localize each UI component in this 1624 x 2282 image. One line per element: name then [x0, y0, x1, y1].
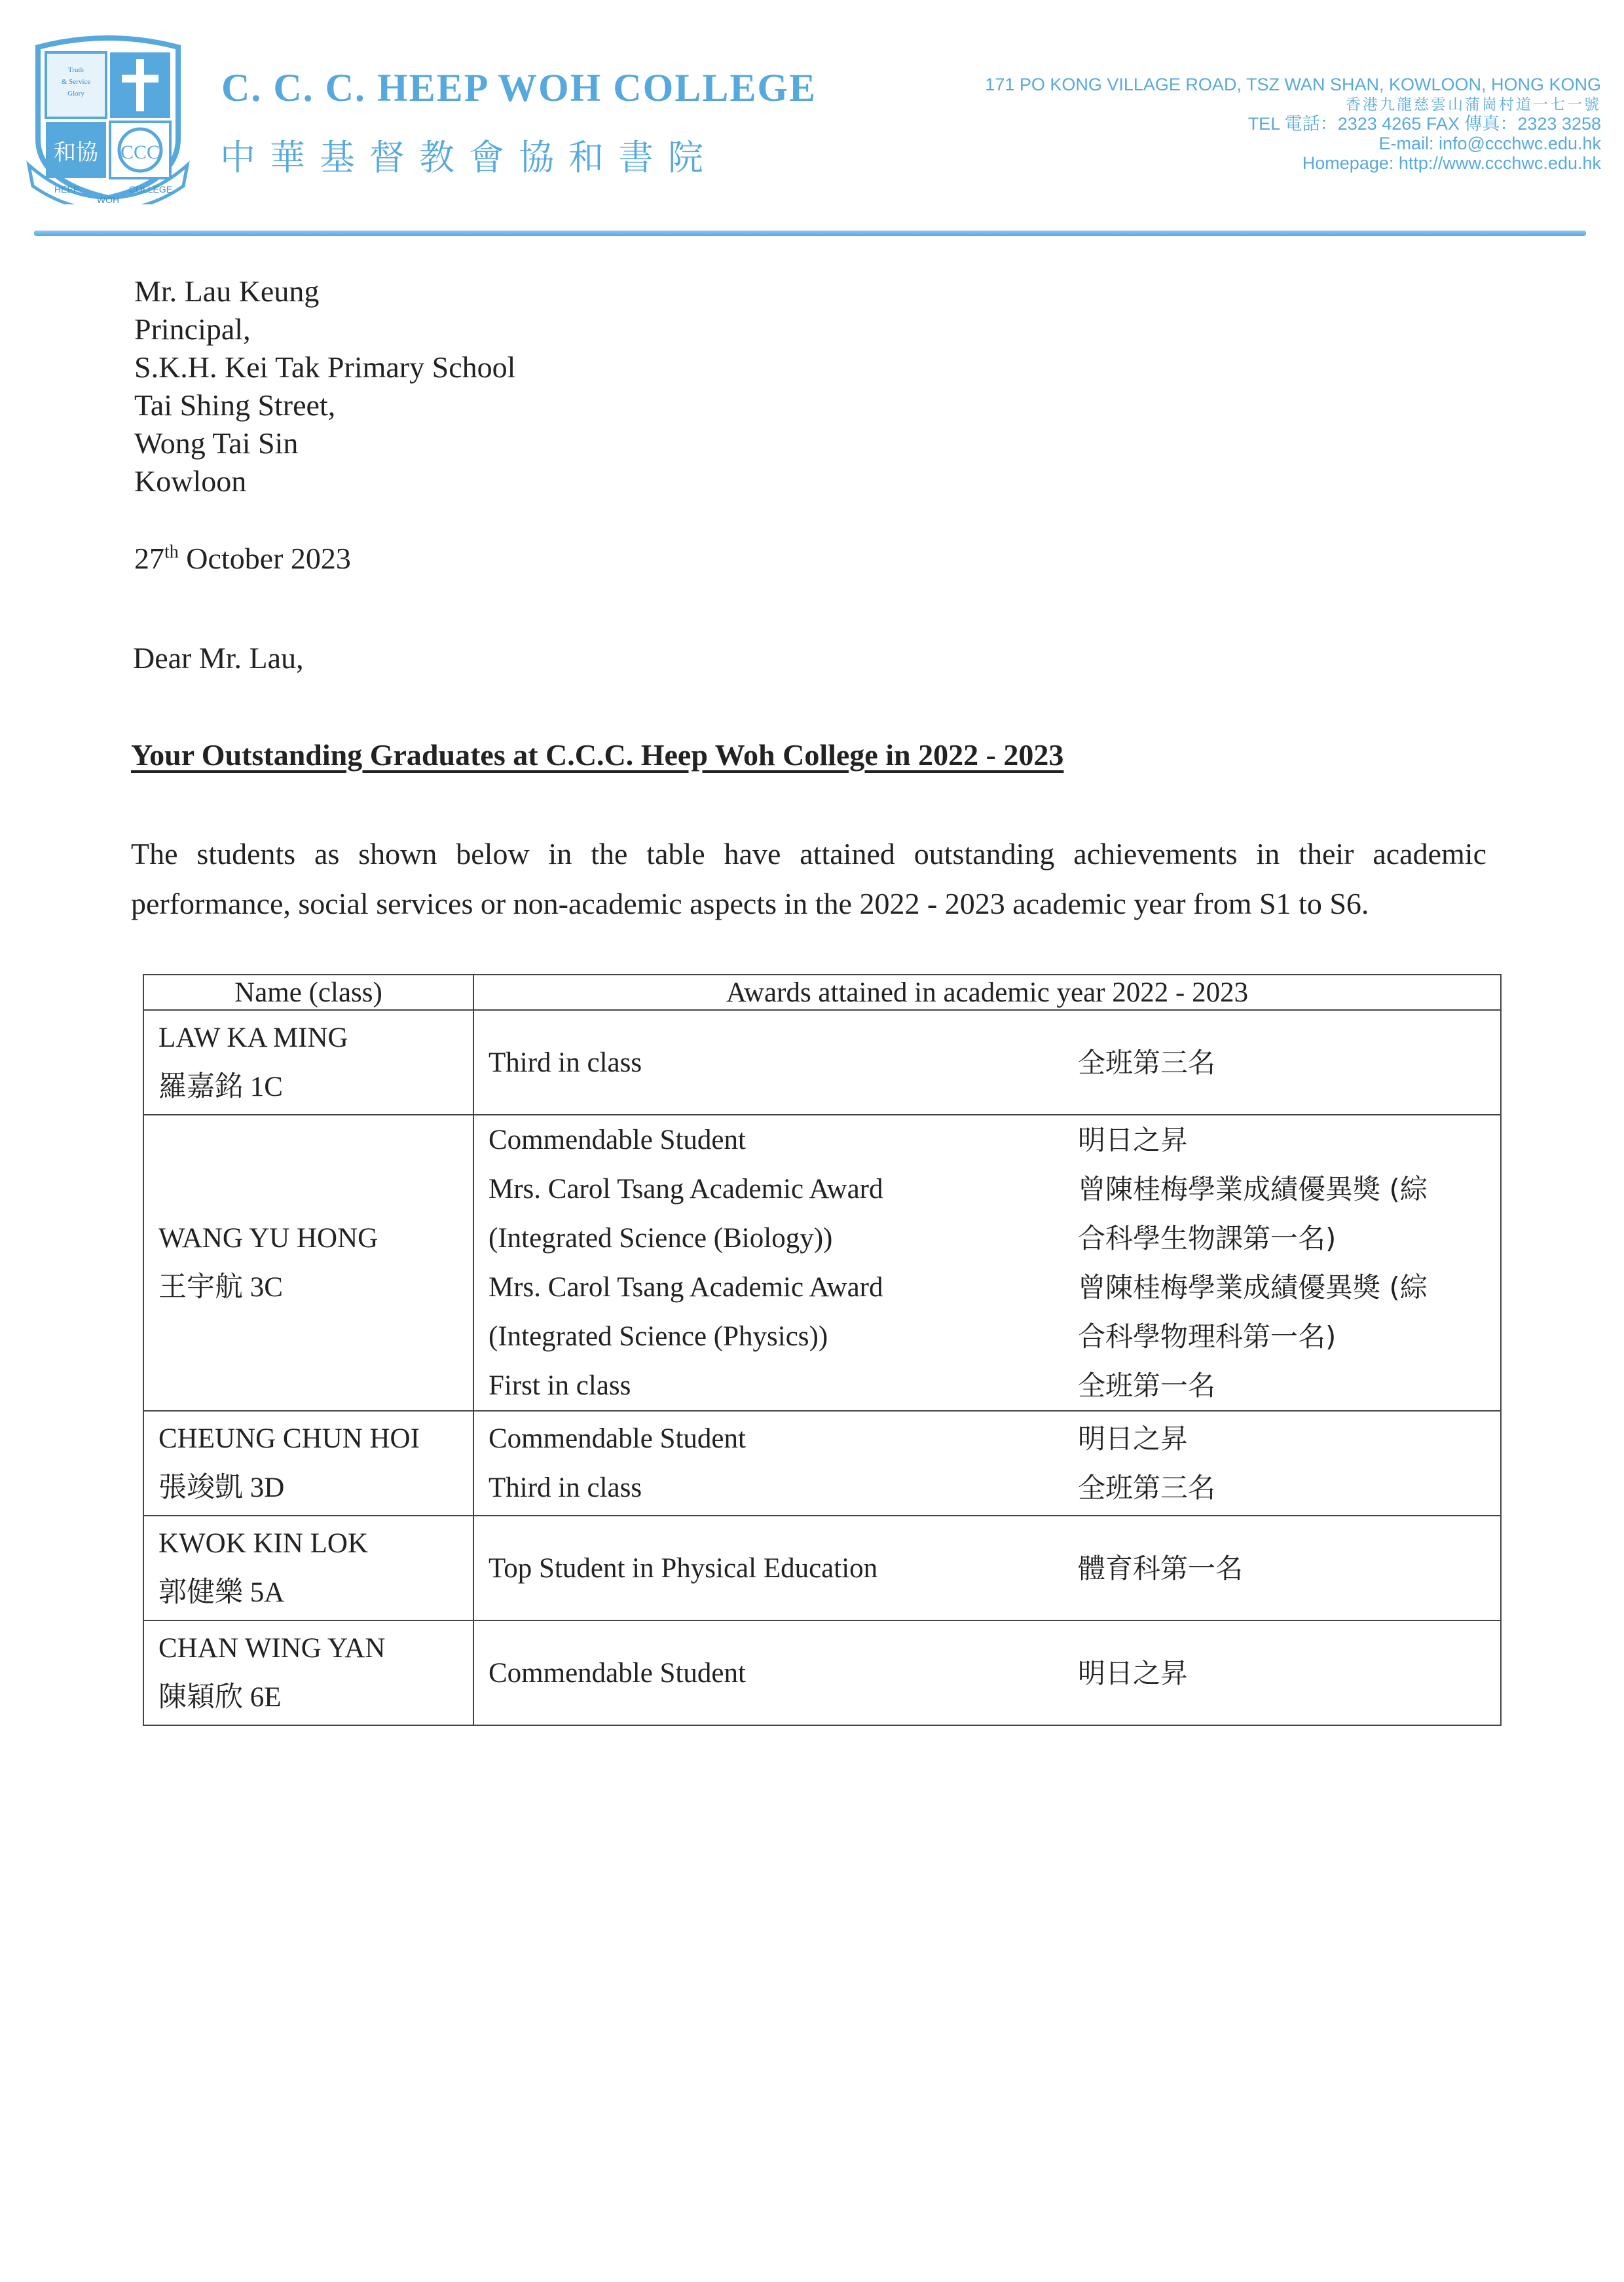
student-name-en: LAW KA MING — [158, 1022, 348, 1053]
column-header-name: Name (class) — [143, 975, 473, 1010]
award-line: Mrs. Carol Tsang Academic Award 曾陳桂梅學業成績優異獎 (綜 — [489, 1271, 1428, 1303]
award-line: Third in class 全班第三名 — [489, 1472, 1216, 1504]
table-row — [143, 1010, 1501, 1115]
student-name-en: KWOK KIN LOK — [158, 1528, 369, 1559]
student-name-zh: 郭健樂 5A — [158, 1577, 285, 1608]
recipient-line: S.K.H. Kei Tak Primary School — [134, 350, 516, 384]
student-name-cell — [143, 1620, 473, 1725]
table-row — [143, 1115, 1501, 1411]
homepage-link[interactable]: Homepage: http://www.ccchwc.edu.hk — [1302, 153, 1601, 173]
table-row — [143, 1516, 1501, 1620]
table-row — [143, 1411, 1501, 1516]
recipient-line: Kowloon — [134, 464, 247, 498]
award-line: Third in class 全班第三名 — [489, 1046, 1216, 1079]
column-header-awards: Awards attained in academic year 2022 - 2023 — [473, 975, 1501, 1010]
school-name-chinese: 中華基督教會協和書院 — [220, 137, 718, 178]
awards-cell — [473, 1620, 1501, 1725]
letterhead — [0, 0, 1624, 249]
award-line: (Integrated Science (Biology)) 合科學生物課第一名) — [489, 1222, 1337, 1254]
awards-cell — [473, 1010, 1501, 1115]
student-name-zh: 陳穎欣 6E — [158, 1682, 282, 1713]
table-header-row — [143, 975, 1501, 1010]
email-link[interactable]: E-mail: info@ccchwc.edu.hk — [1378, 134, 1601, 153]
award-line: Commendable Student 明日之昇 — [489, 1423, 1189, 1455]
recipient-line: Wong Tai Sin — [134, 426, 299, 460]
recipient-line: Tai Shing Street, — [134, 388, 336, 422]
svg-text:WOH: WOH — [96, 195, 120, 204]
awards-cell — [473, 1115, 1501, 1411]
awards-cell — [473, 1516, 1501, 1620]
svg-text:& Service: & Service — [61, 78, 91, 86]
salutation: Dear Mr. Lau, — [133, 641, 304, 675]
student-name-cell — [143, 1010, 473, 1115]
school-name-english: C. C. C. HEEP WOH COLLEGE — [221, 66, 817, 109]
recipient-line: Mr. Lau Keung — [134, 274, 320, 308]
svg-text:Truth: Truth — [67, 66, 84, 74]
award-line: Mrs. Carol Tsang Academic Award 曾陳桂梅學業成績優異獎 (綜 — [489, 1173, 1428, 1205]
award-line: Commendable Student 明日之昇 — [489, 1656, 1189, 1689]
letter-subject: Your Outstanding Graduates at C.C.C. Heep Woh College in 2022 - 2023 — [131, 738, 1064, 772]
tel-fax: TEL 電話：2323 4265 FAX 傳真：2323 3258 — [1247, 114, 1601, 134]
table-row — [143, 1620, 1501, 1725]
student-name-en: CHEUNG CHUN HOI — [158, 1423, 420, 1454]
recipient-line: Principal, — [134, 312, 251, 346]
svg-text:Glory: Glory — [67, 90, 84, 98]
recipient-address — [134, 272, 515, 500]
header-divider — [34, 231, 1586, 236]
letter-date: 27th October 2023 — [134, 542, 351, 575]
address-english: 171 PO KONG VILLAGE ROAD, TSZ WAN SHAN, KOWLOON, HONG KONG — [985, 75, 1601, 94]
svg-text:COLLEGE: COLLEGE — [128, 184, 173, 195]
student-name-zh: 張竣凱 3D — [158, 1472, 285, 1503]
awards-cell — [473, 1411, 1501, 1516]
student-name-zh: 羅嘉銘 1C — [158, 1072, 283, 1102]
student-name-cell — [143, 1115, 473, 1411]
student-name-zh: 王宇航 3C — [158, 1272, 283, 1303]
student-name-en: WANG YU HONG — [158, 1223, 378, 1254]
school-crest-icon — [26, 34, 190, 204]
student-name-cell — [143, 1516, 473, 1620]
awards-table — [143, 974, 1502, 1726]
svg-text:CCC: CCC — [120, 141, 160, 163]
award-line: First in class 全班第一名 — [489, 1370, 1216, 1402]
body-paragraph: The students as shown below in the table have attained outstanding achievements in their academic performance, social services or non-academic aspects in the 2022 - 2023 academic year from S1 to S6. — [131, 837, 1486, 920]
student-name-en: CHAN WING YAN — [158, 1633, 386, 1664]
address-chinese: 香港九龍慈雲山蒲崗村道一七一號 — [1346, 96, 1601, 113]
award-line: (Integrated Science (Physics)) 合科學物理科第一名) — [489, 1320, 1337, 1353]
award-line: Commendable Student 明日之昇 — [489, 1124, 1189, 1156]
award-line: Top Student in Physical Education 體育科第一名 — [489, 1552, 1244, 1584]
svg-text:HEEP: HEEP — [54, 184, 80, 195]
student-name-cell — [143, 1411, 473, 1516]
contact-block — [985, 75, 1601, 173]
svg-text:和協: 和協 — [54, 140, 98, 166]
